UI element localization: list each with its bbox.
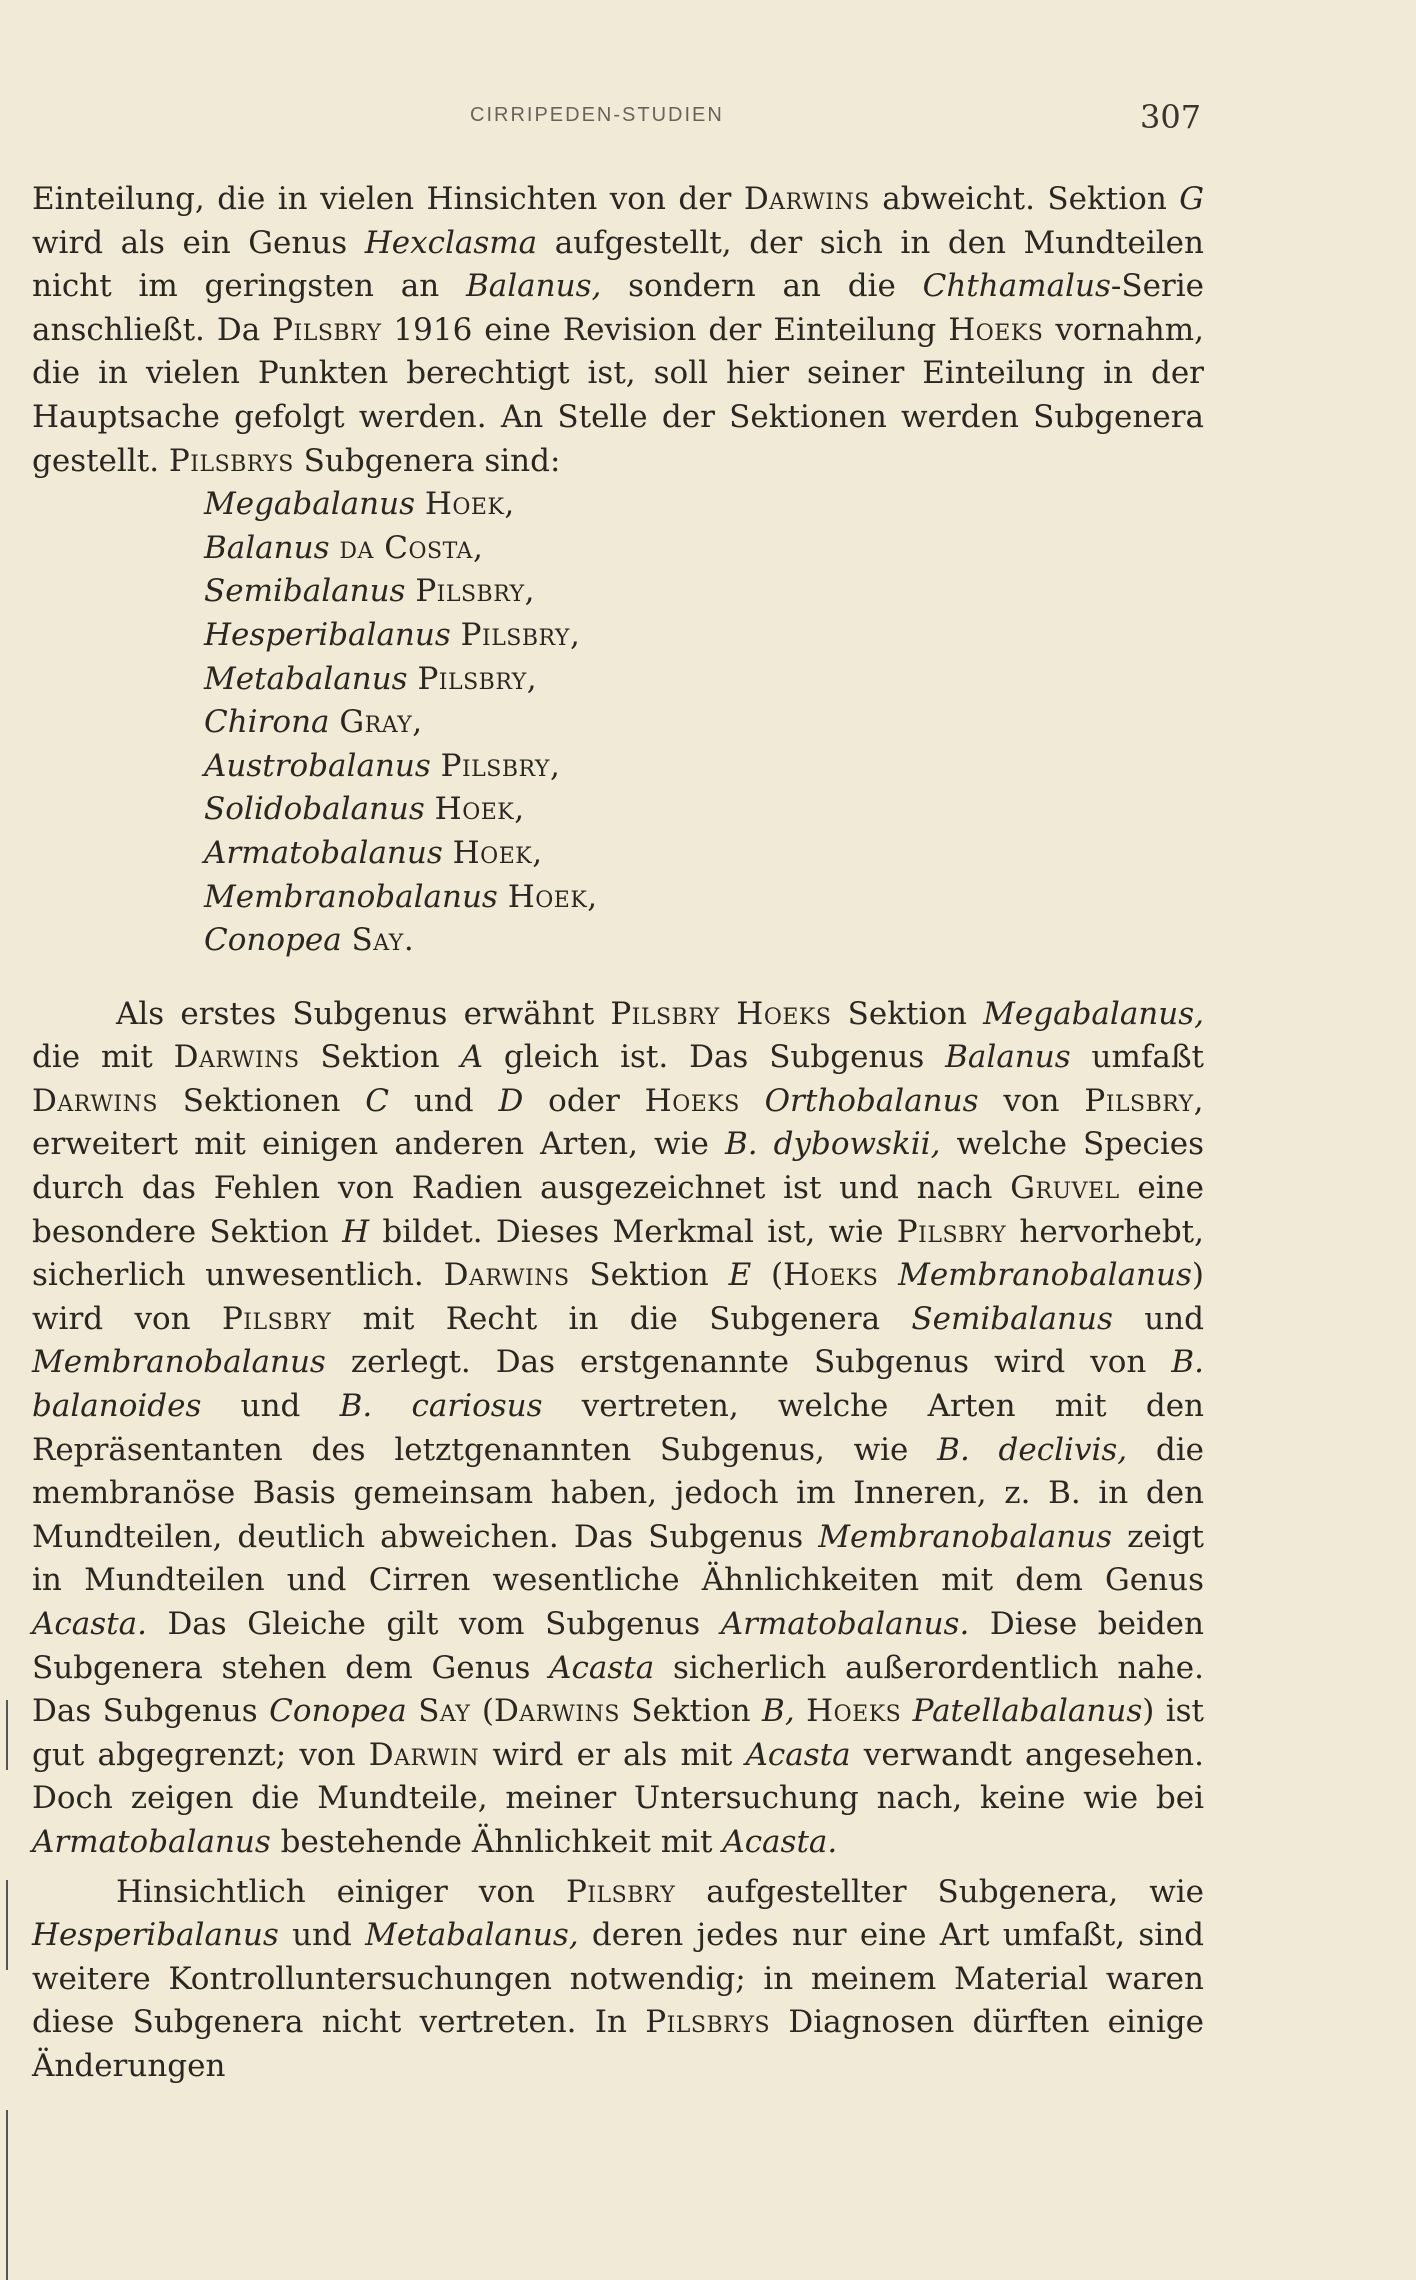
- binding-edge-mark: [6, 1880, 8, 1970]
- paragraph-intro: Einteilung, die in vielen Hinsichten von der Darwins abweicht. Sektion G wird als ein Genus Hexclasma aufgestellt, der sich in den Mundteilen nicht im geringsten an Balanus, sondern an die Chthamalus-Serie anschließt. Da Pilsbry 1916 eine Revision der Einteilung Hoeks vornahm, die in vielen Punkten berechtigt ist, soll hier seiner Einteilung in der Hauptsache gefolgt werden. An Stelle der Sektionen werden Subgenera gestellt. Pilsbrys Subgenera sind:: [32, 181, 1204, 479]
- list-item: Hesperibalanus Pilsbry,: [204, 616, 580, 653]
- list-item: Balanus da Costa,: [204, 529, 483, 566]
- subgenera-list: [32, 483, 1204, 963]
- paragraph-subgenera-discussion: Als erstes Subgenus erwähnt Pilsbry Hoeks Sektion Megabalanus, die mit Darwins Sektion A gleich ist. Das Subgenus Balanus umfaßt Darwins Sektionen C und D oder Hoeks Orthobalanus von Pilsbry, erweitert mit einigen anderen Arten, wie B. dybowskii, welche Species durch das Fehlen von Radien ausgezeichnet ist und nach Gruvel eine besondere Sektion H bildet. Dieses Merkmal ist, wie Pilsbry hervorhebt, sicherlich unwesentlich. Darwins Sektion E (Hoeks Membranobalanus) wird von Pilsbry mit Recht in die Subgenera Semibalanus und Membranobalanus zerlegt. Das erstgenannte Subgenus wird von B. balanoides und B. cariosus vertreten, welche Arten mit den Repräsentanten des letztgenannten Subgenus, wie B. declivis, die membranöse Basis gemeinsam haben, jedoch im Inneren, z. B. in den Mundteilen, deutlich abweichen. Das Subgenus Membranobalanus zeigt in Mundteilen und Cirren wesentliche Ähnlichkeiten mit dem Genus Acasta. Das Gleiche gilt vom Subgenus Armatobalanus. Diese beiden Subgenera stehen dem Genus Acasta sicherlich außerordentlich nahe. Das Subgenus Conopea Say (Darwins Sektion B, Hoeks Patellabalanus) ist gut abgegrenzt; von Darwin wird er als mit Acasta verwandt angesehen. Doch zeigen die Mundteile, meiner Untersuchung nach, keine wie bei Armatobalanus bestehende Ähnlichkeit mit Acasta.: [32, 995, 1205, 1860]
- list-item: Megabalanus Hoek,: [204, 486, 515, 523]
- paragraph-further-subgenera: Hinsichtlich einiger von Pilsbry aufgestellter Subgenera, wie Hesperibalanus und Metabalanus, deren jedes nur eine Art umfaßt, sind weitere Kontrolluntersuchungen notwendig; in meinem Material waren diese Subgenera nicht vertreten. In Pilsbrys Diagnosen dürften einige Änderungen: [32, 1873, 1205, 2084]
- page-number: 307: [1140, 98, 1202, 136]
- page-body: [32, 178, 1204, 2089]
- list-item: Metabalanus Pilsbry,: [204, 660, 537, 697]
- page-header: [0, 98, 1416, 138]
- binding-edge-mark: [6, 2110, 8, 2280]
- list-item: Austrobalanus Pilsbry,: [204, 747, 560, 784]
- list-item: Membranobalanus Hoek,: [204, 878, 598, 915]
- list-item: Conopea Say.: [204, 922, 414, 959]
- list-item: Solidobalanus Hoek,: [204, 791, 525, 828]
- binding-edge-mark: [6, 1700, 8, 1770]
- list-item: Semibalanus Pilsbry,: [204, 573, 535, 610]
- list-item: Armatobalanus Hoek,: [204, 834, 543, 871]
- list-item: Chirona Gray,: [204, 704, 423, 741]
- running-head: CIRRIPEDEN-STUDIEN: [470, 104, 724, 126]
